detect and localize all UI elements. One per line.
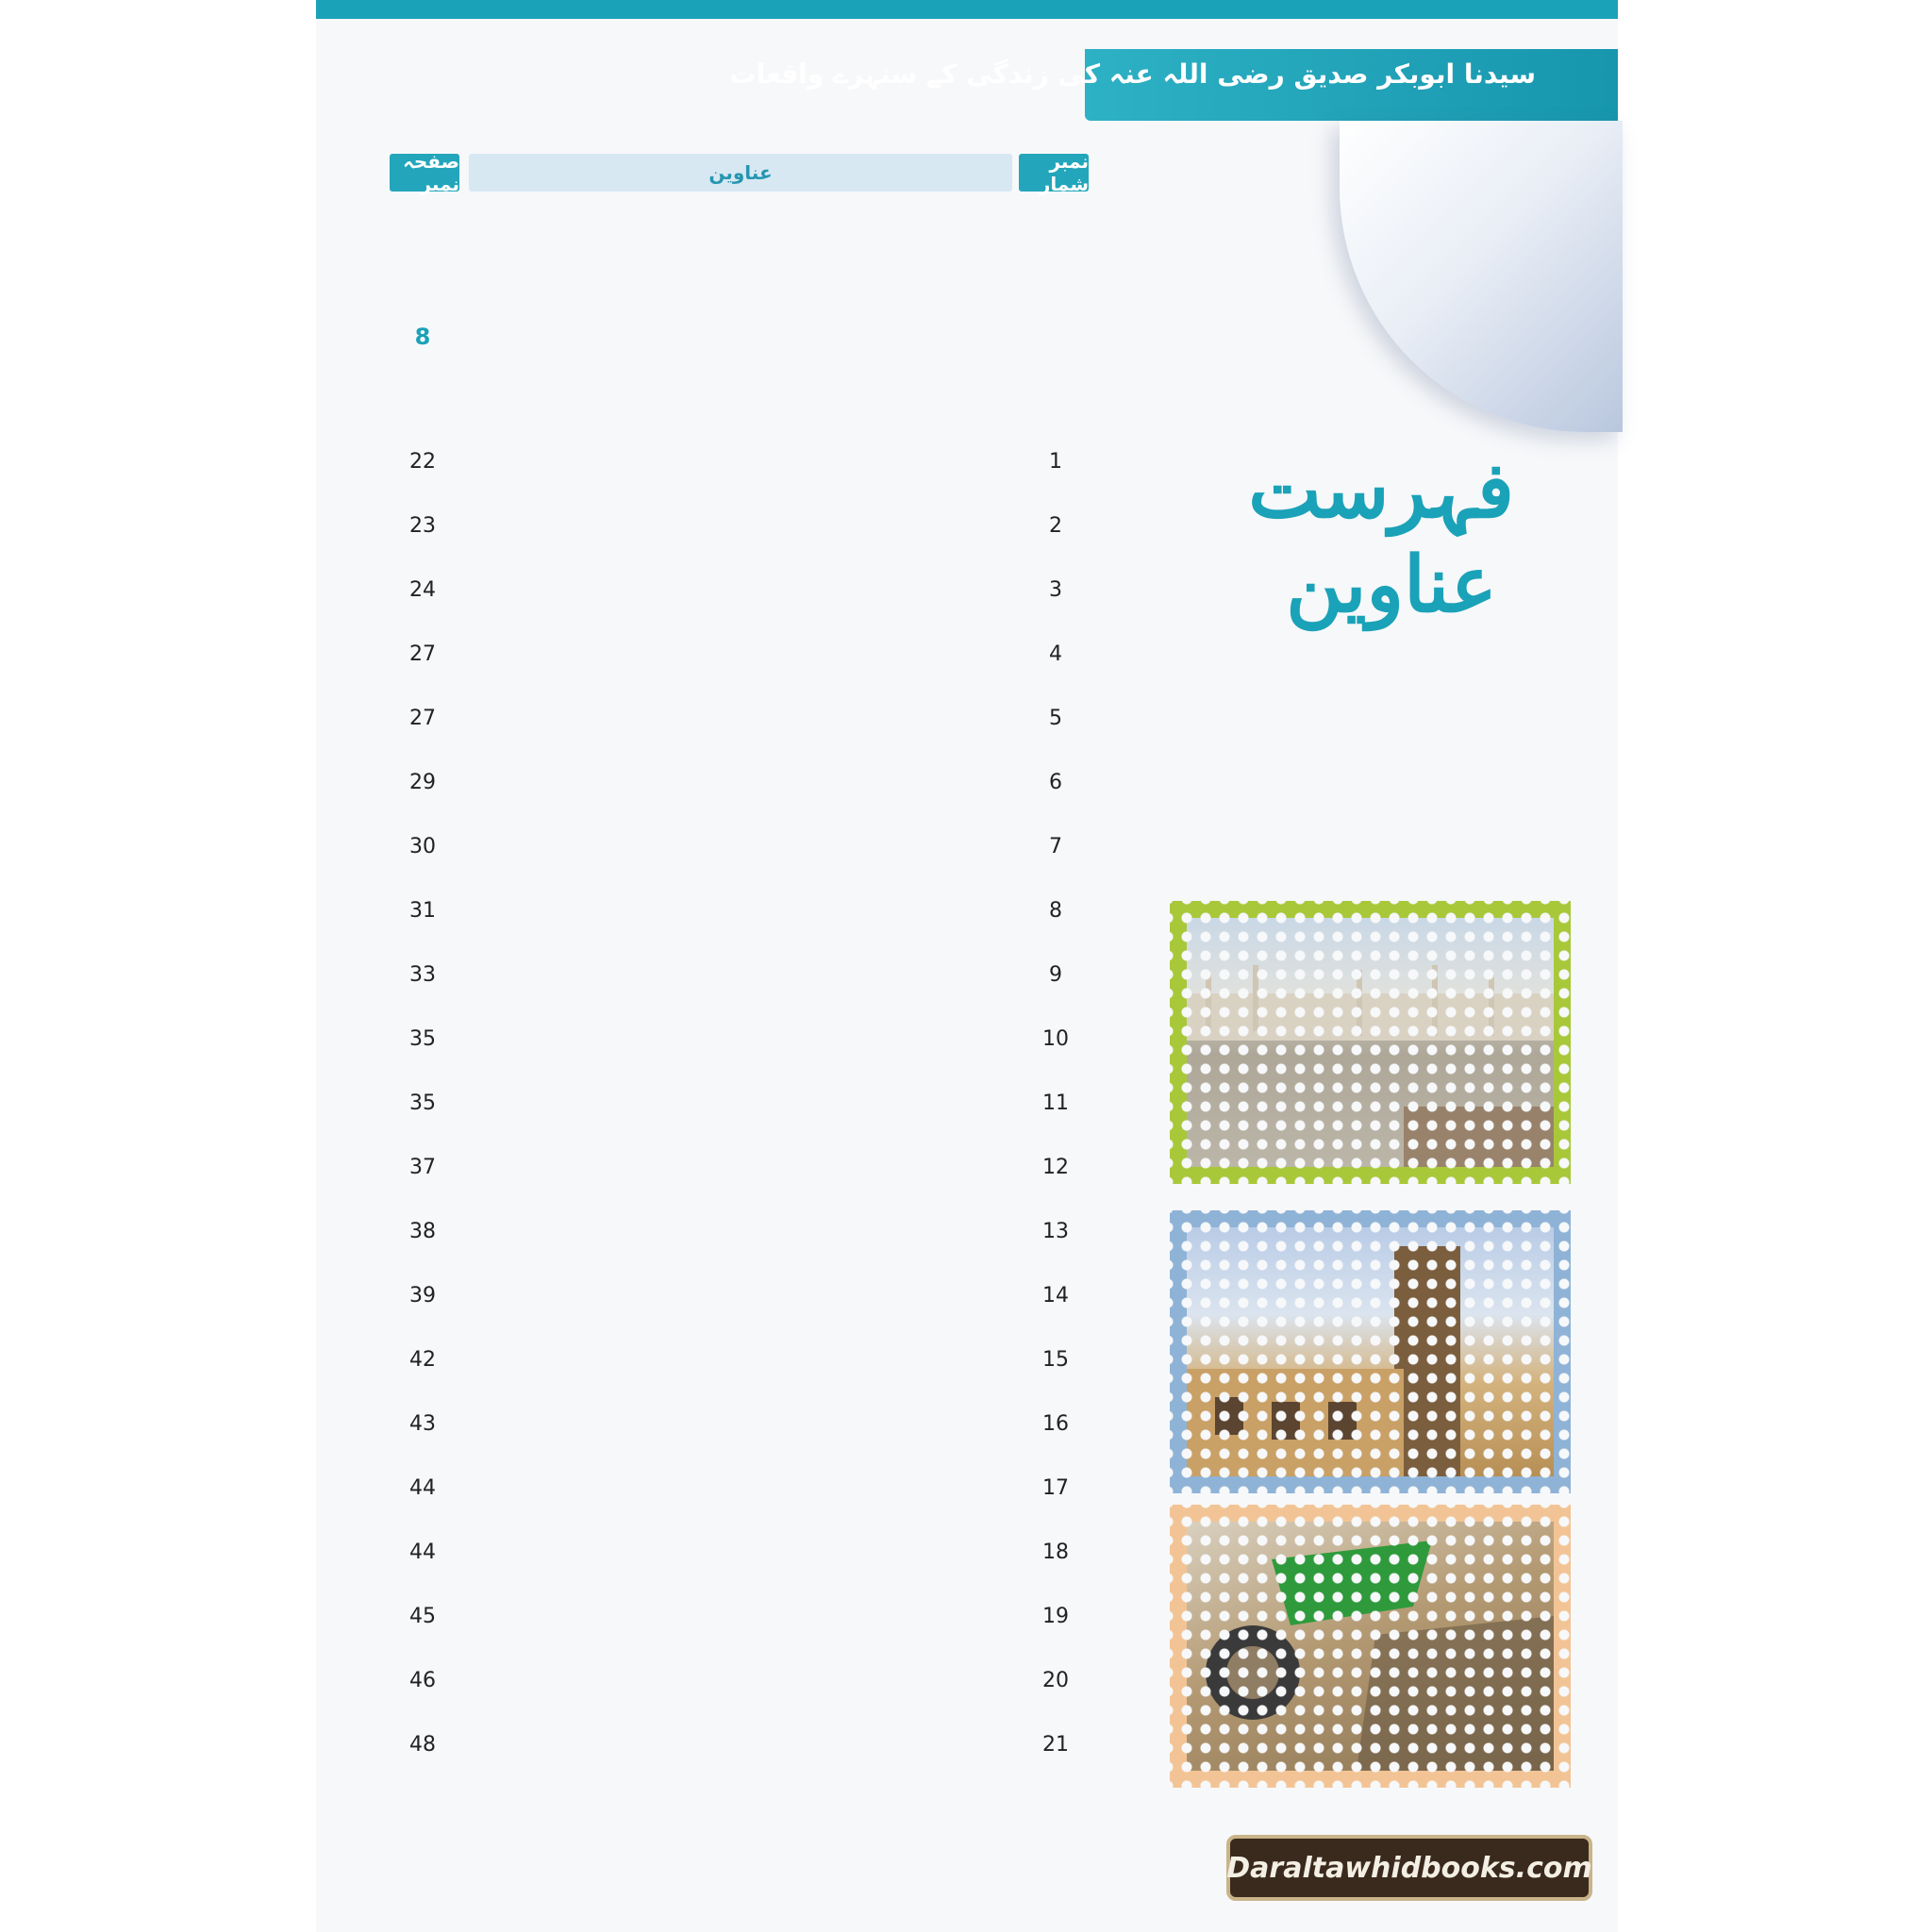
toc-row-number: 3 bbox=[1049, 578, 1062, 602]
toc-row-page: 29 bbox=[409, 771, 436, 794]
toc-row-number: 20 bbox=[1042, 1669, 1069, 1692]
toc-row-number: 19 bbox=[1042, 1605, 1069, 1628]
toc-row-page: 24 bbox=[409, 578, 436, 602]
toc-row-page: 23 bbox=[409, 514, 436, 538]
toc-row-page: 31 bbox=[409, 899, 436, 923]
toc-row-page: 27 bbox=[409, 642, 436, 666]
toc-row-page: 35 bbox=[409, 1027, 436, 1051]
toc-row-number: 13 bbox=[1042, 1220, 1069, 1243]
toc-row-page: 46 bbox=[409, 1669, 436, 1692]
toc-row-number: 7 bbox=[1049, 835, 1062, 858]
toc-row-number: 2 bbox=[1049, 514, 1062, 538]
toc-row-number: 17 bbox=[1042, 1476, 1069, 1500]
toc-row-number: 11 bbox=[1042, 1091, 1069, 1115]
toc-row-number: 18 bbox=[1042, 1541, 1069, 1564]
toc-row-page: 37 bbox=[409, 1156, 436, 1179]
toc-row-page: 27 bbox=[409, 707, 436, 730]
toc-row-number: 10 bbox=[1042, 1027, 1069, 1051]
toc-row-number: 21 bbox=[1042, 1733, 1069, 1757]
toc-row-number: 1 bbox=[1049, 450, 1062, 474]
watermark-logo: Daraltawhidbooks.com bbox=[1226, 1835, 1592, 1901]
serial-column-header: نمبر شمار bbox=[1019, 154, 1089, 192]
toc-row-number: 8 bbox=[1049, 899, 1062, 923]
toc-row-page: 38 bbox=[409, 1220, 436, 1243]
side-title-line2: عناوین bbox=[1286, 540, 1497, 630]
toc-row-page: 44 bbox=[409, 1476, 436, 1500]
toc-row-page: 39 bbox=[409, 1284, 436, 1307]
contents-side-title bbox=[1248, 443, 1514, 632]
tower-photo-stamp bbox=[1170, 1210, 1571, 1493]
page-column-header: صفحہ نمبر bbox=[390, 154, 459, 192]
toc-row-page: 30 bbox=[409, 835, 436, 858]
toc-row-number: 12 bbox=[1042, 1156, 1069, 1179]
topics-column-header: عناوین bbox=[469, 154, 1012, 192]
book-title: سیدنا ابوبکر صدیق رضی اللہ عنہ کی زندگی کے سنہرے واقعات bbox=[729, 58, 1536, 90]
toc-row-page: 45 bbox=[409, 1605, 436, 1628]
top-teal-band bbox=[316, 0, 1618, 19]
battle-painting bbox=[1187, 1522, 1554, 1771]
toc-row-number: 15 bbox=[1042, 1348, 1069, 1372]
toc-row-page: 44 bbox=[409, 1541, 436, 1564]
toc-row-page: 35 bbox=[409, 1091, 436, 1115]
toc-row-number: 9 bbox=[1049, 963, 1062, 987]
toc-row-number: 5 bbox=[1049, 707, 1062, 730]
toc-row-page: 43 bbox=[409, 1412, 436, 1436]
toc-row-number: 4 bbox=[1049, 642, 1062, 666]
toc-row-page: 22 bbox=[409, 450, 436, 474]
toc-row-number: 16 bbox=[1042, 1412, 1069, 1436]
toc-row-number: 6 bbox=[1049, 771, 1062, 794]
toc-row-number: 14 bbox=[1042, 1284, 1069, 1307]
toc-row-page: 48 bbox=[409, 1733, 436, 1757]
battle-painting-stamp bbox=[1170, 1505, 1571, 1788]
tower-photo bbox=[1187, 1227, 1554, 1476]
toc-row-page: 33 bbox=[409, 963, 436, 987]
intro-page: 8 bbox=[414, 324, 431, 350]
side-title-line1: فہرست bbox=[1248, 445, 1514, 536]
mosque-photo-stamp bbox=[1170, 901, 1571, 1184]
mosque-photo bbox=[1187, 918, 1554, 1167]
toc-row-page: 42 bbox=[409, 1348, 436, 1372]
